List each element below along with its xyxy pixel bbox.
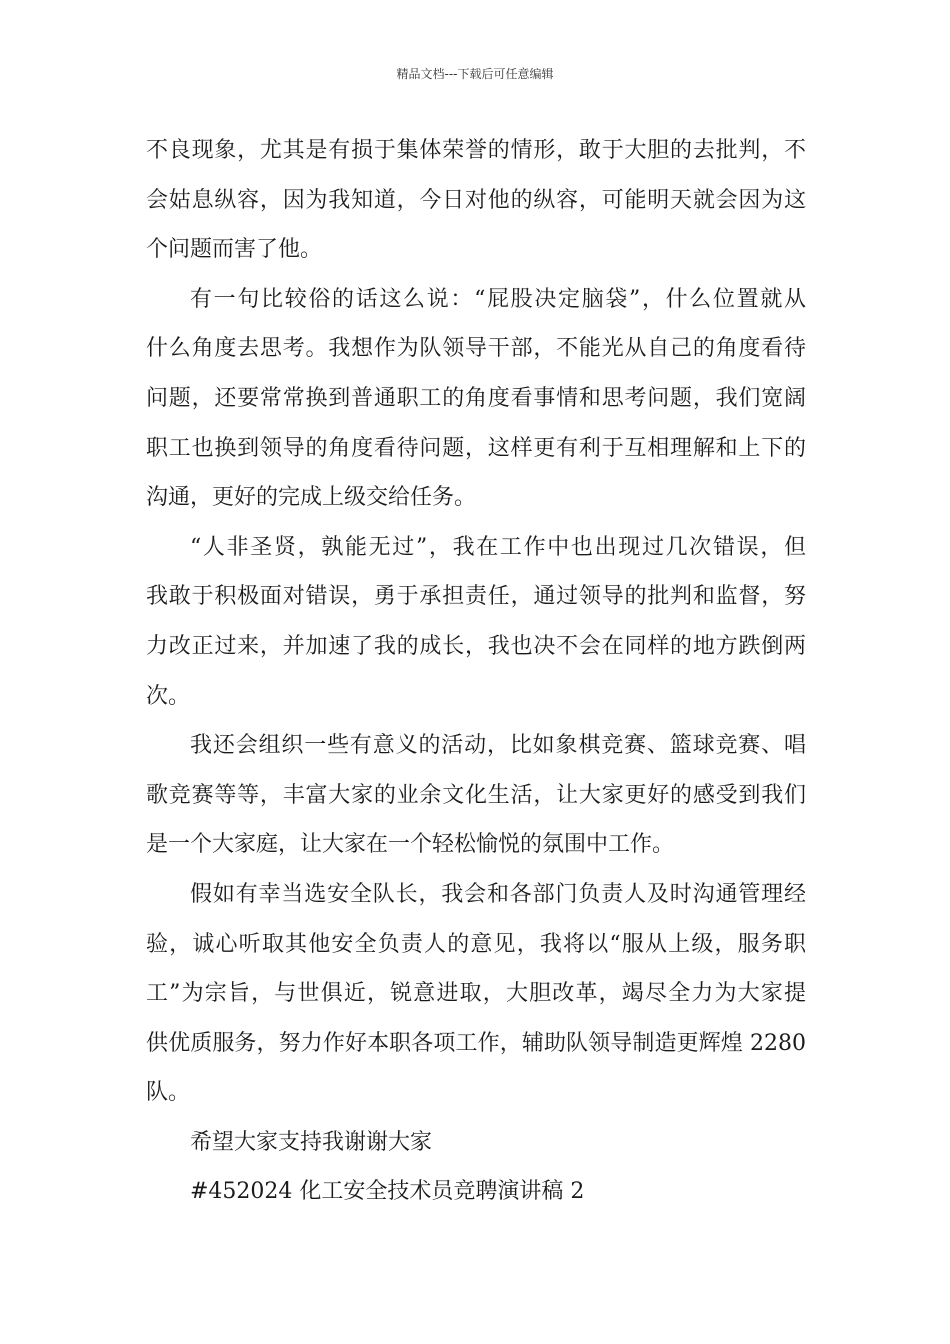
- text-line: 供优质服务，努力作好本职各项工作，辅助队领导制造更辉煌 2280: [146, 1030, 806, 1056]
- document-body: [146, 126, 806, 1217]
- paragraph: [146, 523, 806, 721]
- text-line: 不良现象，尤其是有损于集体荣誉的情形，敢于大胆的去批判，不: [146, 138, 806, 163]
- text-line: 希望大家支持我谢谢大家: [190, 1129, 433, 1155]
- text-line: “人非圣贤，孰能无过”，我在工作中也出现过几次错误，但: [190, 534, 806, 560]
- text-line: 队。: [146, 1080, 191, 1106]
- text-line: 沟通，更好的完成上级交给任务。: [146, 485, 477, 511]
- paragraph: [146, 1167, 806, 1217]
- text-line: 我敢于积极面对错误，勇于承担责任，通过领导的批判和监督，努: [146, 584, 806, 610]
- paragraph: [146, 870, 806, 1118]
- text-line: 个问题而害了他。: [146, 237, 323, 263]
- text-line: 验，诚心听取其他安全负责人的意见，我将以“服从上级，服务职: [146, 931, 806, 957]
- text-line: 力改正过来，并加速了我的成长，我也决不会在同样的地方跌倒两: [146, 633, 806, 659]
- text-line: 有一句比较俗的话这么说：“屁股决定脑袋”，什么位置就从: [190, 286, 806, 312]
- text-line: 职工也换到领导的角度看待问题，这样更有利于互相理解和上下的: [146, 435, 806, 461]
- text-line: 会姑息纵容，因为我知道，今日对他的纵容，可能明天就会因为这: [146, 187, 806, 213]
- text-line: 歌竞赛等等，丰富大家的业余文化生活，让大家更好的感受到我们: [146, 782, 806, 808]
- text-line: 是一个大家庭，让大家在一个轻松愉悦的氛围中工作。: [146, 832, 675, 858]
- paragraph: [146, 1118, 806, 1168]
- text-line: 问题，还要常常换到普通职工的角度看事情和思考问题，我们宽阔: [146, 385, 806, 411]
- paragraph: [146, 126, 806, 275]
- text-line: #452024 化工安全技术员竞聘演讲稿 2: [190, 1179, 585, 1205]
- text-line: 我还会组织一些有意义的活动，比如象棋竞赛、篮球竞赛、唱: [190, 733, 806, 759]
- text-line: 次。: [146, 683, 191, 709]
- text-line: 假如有幸当选安全队长，我会和各部门负责人及时沟通管理经: [190, 881, 806, 907]
- text-line: 什么角度去思考。我想作为队领导干部，不能光从自己的角度看待: [146, 336, 806, 362]
- paragraph: [146, 721, 806, 870]
- text-line: 工”为宗旨，与世俱近，锐意进取，大胆改革，竭尽全力为大家提: [146, 981, 806, 1007]
- paragraph: [146, 275, 806, 523]
- page-header: 精品文档---下载后可任意编辑: [396, 67, 554, 81]
